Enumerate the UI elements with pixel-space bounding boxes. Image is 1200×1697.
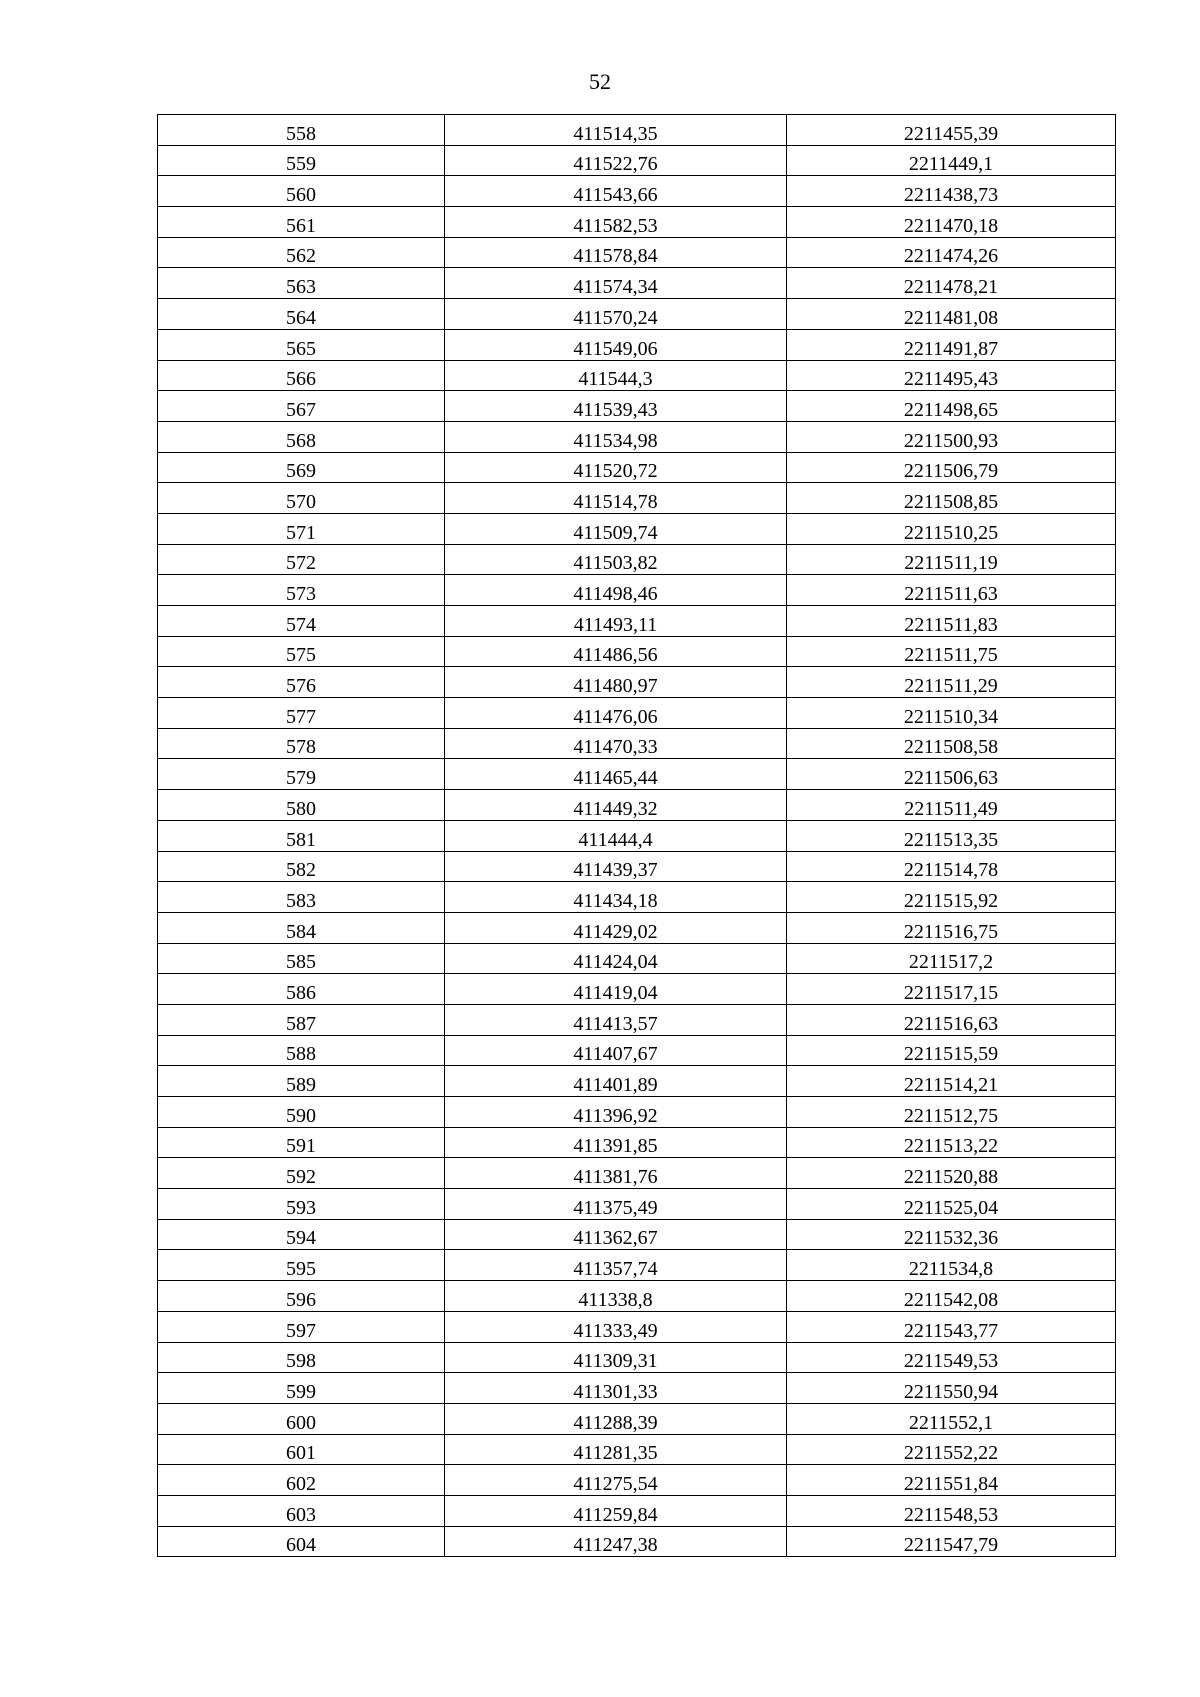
y-coordinate-cell: 2211470,18 <box>787 207 1116 238</box>
point-number-cell: 584 <box>158 912 445 943</box>
y-coordinate-cell: 2211513,35 <box>787 820 1116 851</box>
point-number-cell: 578 <box>158 728 445 759</box>
table-row <box>158 115 1116 146</box>
x-coordinate-cell: 411520,72 <box>445 452 787 483</box>
y-coordinate-cell: 2211552,1 <box>787 1403 1116 1434</box>
table-row <box>158 237 1116 268</box>
point-number-cell: 586 <box>158 974 445 1005</box>
table-row <box>158 1219 1116 1250</box>
point-number-cell: 576 <box>158 667 445 698</box>
point-number-cell: 590 <box>158 1097 445 1128</box>
table-row <box>158 513 1116 544</box>
table-row <box>158 1434 1116 1465</box>
table-row <box>158 483 1116 514</box>
table-row <box>158 1097 1116 1128</box>
x-coordinate-cell: 411543,66 <box>445 176 787 207</box>
point-number-cell: 593 <box>158 1189 445 1220</box>
table-row <box>158 1403 1116 1434</box>
x-coordinate-cell: 411544,3 <box>445 360 787 391</box>
x-coordinate-cell: 411578,84 <box>445 237 787 268</box>
table-row <box>158 329 1116 360</box>
x-coordinate-cell: 411439,37 <box>445 851 787 882</box>
y-coordinate-cell: 2211511,75 <box>787 636 1116 667</box>
y-coordinate-cell: 2211508,85 <box>787 483 1116 514</box>
x-coordinate-cell: 411375,49 <box>445 1189 787 1220</box>
table-row <box>158 912 1116 943</box>
table-row <box>158 299 1116 330</box>
y-coordinate-cell: 2211543,77 <box>787 1311 1116 1342</box>
y-coordinate-cell: 2211510,25 <box>787 513 1116 544</box>
point-number-cell: 560 <box>158 176 445 207</box>
point-number-cell: 600 <box>158 1403 445 1434</box>
point-number-cell: 579 <box>158 759 445 790</box>
x-coordinate-cell: 411509,74 <box>445 513 787 544</box>
y-coordinate-cell: 2211532,36 <box>787 1219 1116 1250</box>
point-number-cell: 575 <box>158 636 445 667</box>
x-coordinate-cell: 411539,43 <box>445 391 787 422</box>
y-coordinate-cell: 2211517,15 <box>787 974 1116 1005</box>
point-number-cell: 567 <box>158 391 445 422</box>
x-coordinate-cell: 411429,02 <box>445 912 787 943</box>
x-coordinate-cell: 411549,06 <box>445 329 787 360</box>
table-row <box>158 606 1116 637</box>
y-coordinate-cell: 2211516,63 <box>787 1004 1116 1035</box>
point-number-cell: 570 <box>158 483 445 514</box>
point-number-cell: 574 <box>158 606 445 637</box>
y-coordinate-cell: 2211514,78 <box>787 851 1116 882</box>
table-row <box>158 207 1116 238</box>
page-number: 52 <box>589 69 611 94</box>
point-number-cell: 582 <box>158 851 445 882</box>
table-row <box>158 1342 1116 1373</box>
point-number-cell: 597 <box>158 1311 445 1342</box>
point-number-cell: 565 <box>158 329 445 360</box>
table-row <box>158 790 1116 821</box>
y-coordinate-cell: 2211511,29 <box>787 667 1116 698</box>
y-coordinate-cell: 2211498,65 <box>787 391 1116 422</box>
y-coordinate-cell: 2211511,49 <box>787 790 1116 821</box>
point-number-cell: 561 <box>158 207 445 238</box>
x-coordinate-cell: 411401,89 <box>445 1066 787 1097</box>
y-coordinate-cell: 2211512,75 <box>787 1097 1116 1128</box>
x-coordinate-cell: 411514,78 <box>445 483 787 514</box>
table-row <box>158 667 1116 698</box>
table-row <box>158 1127 1116 1158</box>
table-row <box>158 820 1116 851</box>
y-coordinate-cell: 2211552,22 <box>787 1434 1116 1465</box>
point-number-cell: 569 <box>158 452 445 483</box>
y-coordinate-cell: 2211520,88 <box>787 1158 1116 1189</box>
x-coordinate-cell: 411275,54 <box>445 1465 787 1496</box>
y-coordinate-cell: 2211455,39 <box>787 115 1116 146</box>
x-coordinate-cell: 411582,53 <box>445 207 787 238</box>
x-coordinate-cell: 411301,33 <box>445 1373 787 1404</box>
point-number-cell: 585 <box>158 943 445 974</box>
x-coordinate-cell: 411470,33 <box>445 728 787 759</box>
y-coordinate-cell: 2211513,22 <box>787 1127 1116 1158</box>
point-number-cell: 601 <box>158 1434 445 1465</box>
y-coordinate-cell: 2211478,21 <box>787 268 1116 299</box>
y-coordinate-cell: 2211547,79 <box>787 1526 1116 1557</box>
table-row <box>158 360 1116 391</box>
point-number-cell: 587 <box>158 1004 445 1035</box>
point-number-cell: 572 <box>158 544 445 575</box>
y-coordinate-cell: 2211515,92 <box>787 882 1116 913</box>
x-coordinate-cell: 411309,31 <box>445 1342 787 1373</box>
table-row <box>158 943 1116 974</box>
point-number-cell: 588 <box>158 1035 445 1066</box>
table-row <box>158 145 1116 176</box>
coordinates-table <box>157 114 1116 1557</box>
y-coordinate-cell: 2211506,79 <box>787 452 1116 483</box>
table-row <box>158 1465 1116 1496</box>
x-coordinate-cell: 411498,46 <box>445 575 787 606</box>
point-number-cell: 602 <box>158 1465 445 1496</box>
y-coordinate-cell: 2211515,59 <box>787 1035 1116 1066</box>
x-coordinate-cell: 411574,34 <box>445 268 787 299</box>
y-coordinate-cell: 2211511,19 <box>787 544 1116 575</box>
table-row <box>158 1189 1116 1220</box>
table-row <box>158 421 1116 452</box>
table-row <box>158 176 1116 207</box>
point-number-cell: 595 <box>158 1250 445 1281</box>
coordinates-table-body <box>158 115 1116 1557</box>
x-coordinate-cell: 411407,67 <box>445 1035 787 1066</box>
point-number-cell: 596 <box>158 1281 445 1312</box>
table-row <box>158 1495 1116 1526</box>
x-coordinate-cell: 411514,35 <box>445 115 787 146</box>
x-coordinate-cell: 411396,92 <box>445 1097 787 1128</box>
point-number-cell: 604 <box>158 1526 445 1557</box>
x-coordinate-cell: 411391,85 <box>445 1127 787 1158</box>
x-coordinate-cell: 411281,35 <box>445 1434 787 1465</box>
y-coordinate-cell: 2211495,43 <box>787 360 1116 391</box>
table-row <box>158 698 1116 729</box>
point-number-cell: 573 <box>158 575 445 606</box>
x-coordinate-cell: 411570,24 <box>445 299 787 330</box>
x-coordinate-cell: 411413,57 <box>445 1004 787 1035</box>
point-number-cell: 566 <box>158 360 445 391</box>
table-row <box>158 1004 1116 1035</box>
y-coordinate-cell: 2211511,63 <box>787 575 1116 606</box>
point-number-cell: 591 <box>158 1127 445 1158</box>
table-row <box>158 1158 1116 1189</box>
table-row <box>158 1281 1116 1312</box>
y-coordinate-cell: 2211474,26 <box>787 237 1116 268</box>
y-coordinate-cell: 2211491,87 <box>787 329 1116 360</box>
point-number-cell: 580 <box>158 790 445 821</box>
y-coordinate-cell: 2211548,53 <box>787 1495 1116 1526</box>
point-number-cell: 562 <box>158 237 445 268</box>
x-coordinate-cell: 411486,56 <box>445 636 787 667</box>
table-row <box>158 636 1116 667</box>
table-row <box>158 974 1116 1005</box>
y-coordinate-cell: 2211510,34 <box>787 698 1116 729</box>
point-number-cell: 563 <box>158 268 445 299</box>
table-row <box>158 391 1116 422</box>
point-number-cell: 581 <box>158 820 445 851</box>
point-number-cell: 589 <box>158 1066 445 1097</box>
x-coordinate-cell: 411444,4 <box>445 820 787 851</box>
table-row <box>158 1035 1116 1066</box>
x-coordinate-cell: 411362,67 <box>445 1219 787 1250</box>
point-number-cell: 599 <box>158 1373 445 1404</box>
table-row <box>158 882 1116 913</box>
y-coordinate-cell: 2211508,58 <box>787 728 1116 759</box>
y-coordinate-cell: 2211511,83 <box>787 606 1116 637</box>
point-number-cell: 559 <box>158 145 445 176</box>
y-coordinate-cell: 2211481,08 <box>787 299 1116 330</box>
y-coordinate-cell: 2211500,93 <box>787 421 1116 452</box>
point-number-cell: 577 <box>158 698 445 729</box>
y-coordinate-cell: 2211525,04 <box>787 1189 1116 1220</box>
y-coordinate-cell: 2211506,63 <box>787 759 1116 790</box>
point-number-cell: 594 <box>158 1219 445 1250</box>
x-coordinate-cell: 411333,49 <box>445 1311 787 1342</box>
y-coordinate-cell: 2211438,73 <box>787 176 1116 207</box>
y-coordinate-cell: 2211551,84 <box>787 1465 1116 1496</box>
table-row <box>158 759 1116 790</box>
point-number-cell: 603 <box>158 1495 445 1526</box>
table-row <box>158 1250 1116 1281</box>
x-coordinate-cell: 411424,04 <box>445 943 787 974</box>
table-row <box>158 1373 1116 1404</box>
point-number-cell: 598 <box>158 1342 445 1373</box>
table-row <box>158 544 1116 575</box>
table-row <box>158 1526 1116 1557</box>
point-number-cell: 583 <box>158 882 445 913</box>
x-coordinate-cell: 411476,06 <box>445 698 787 729</box>
table-row <box>158 728 1116 759</box>
x-coordinate-cell: 411247,38 <box>445 1526 787 1557</box>
x-coordinate-cell: 411480,97 <box>445 667 787 698</box>
y-coordinate-cell: 2211514,21 <box>787 1066 1116 1097</box>
x-coordinate-cell: 411449,32 <box>445 790 787 821</box>
x-coordinate-cell: 411503,82 <box>445 544 787 575</box>
x-coordinate-cell: 411419,04 <box>445 974 787 1005</box>
x-coordinate-cell: 411381,76 <box>445 1158 787 1189</box>
y-coordinate-cell: 2211542,08 <box>787 1281 1116 1312</box>
x-coordinate-cell: 411259,84 <box>445 1495 787 1526</box>
y-coordinate-cell: 2211550,94 <box>787 1373 1116 1404</box>
y-coordinate-cell: 2211549,53 <box>787 1342 1116 1373</box>
table-row <box>158 1311 1116 1342</box>
point-number-cell: 564 <box>158 299 445 330</box>
y-coordinate-cell: 2211517,2 <box>787 943 1116 974</box>
y-coordinate-cell: 2211516,75 <box>787 912 1116 943</box>
x-coordinate-cell: 411534,98 <box>445 421 787 452</box>
x-coordinate-cell: 411493,11 <box>445 606 787 637</box>
x-coordinate-cell: 411522,76 <box>445 145 787 176</box>
table-row <box>158 575 1116 606</box>
point-number-cell: 592 <box>158 1158 445 1189</box>
table-row <box>158 268 1116 299</box>
y-coordinate-cell: 2211534,8 <box>787 1250 1116 1281</box>
table-row <box>158 452 1116 483</box>
point-number-cell: 558 <box>158 115 445 146</box>
table-row <box>158 1066 1116 1097</box>
x-coordinate-cell: 411288,39 <box>445 1403 787 1434</box>
y-coordinate-cell: 2211449,1 <box>787 145 1116 176</box>
point-number-cell: 568 <box>158 421 445 452</box>
x-coordinate-cell: 411357,74 <box>445 1250 787 1281</box>
x-coordinate-cell: 411434,18 <box>445 882 787 913</box>
x-coordinate-cell: 411465,44 <box>445 759 787 790</box>
table-row <box>158 851 1116 882</box>
x-coordinate-cell: 411338,8 <box>445 1281 787 1312</box>
point-number-cell: 571 <box>158 513 445 544</box>
